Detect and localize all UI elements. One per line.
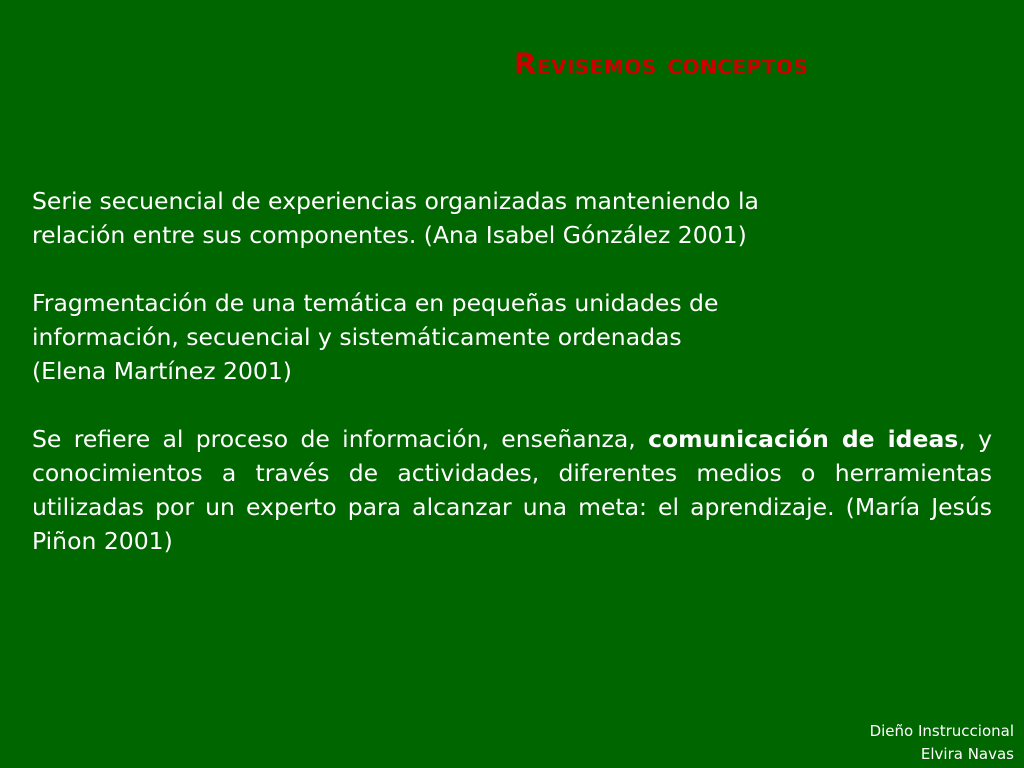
definition-1-line-1: Serie secuencial de experiencias organizadas manteniendo la [32, 187, 759, 215]
definition-2-line-1: Fragmentación de una temática en pequeñas unidades de [32, 289, 719, 317]
slide-footer [870, 720, 1014, 766]
definition-3-text-start: Se refiere al proceso de información, enseñanza, [32, 425, 649, 453]
definition-1-line-2: relación entre sus componentes. (Ana Isabel Gónzález 2001) [32, 221, 747, 249]
definition-2 [32, 286, 992, 388]
definition-1 [32, 184, 992, 252]
definition-2-line-3: (Elena Martínez 2001) [32, 357, 292, 385]
definition-3-text-end: , y conocimientos a través de actividades, diferentes medios o herramientas utilizadas por un experto para alcanzar una meta: el aprendizaje. (María Jesús Piñon 2001) [32, 425, 992, 555]
footer-course-title: Dieño Instruccional [869, 722, 1014, 740]
definition-2-line-2: información, secuencial y sistemáticamente ordenadas [32, 323, 682, 351]
slide-title: Revisemos conceptos [514, 47, 809, 81]
slide-body [32, 184, 992, 592]
footer-author: Elvira Navas [920, 745, 1014, 763]
definition-3 [32, 422, 992, 558]
definition-3-bold-phrase: comunicación de ideas [648, 425, 959, 453]
